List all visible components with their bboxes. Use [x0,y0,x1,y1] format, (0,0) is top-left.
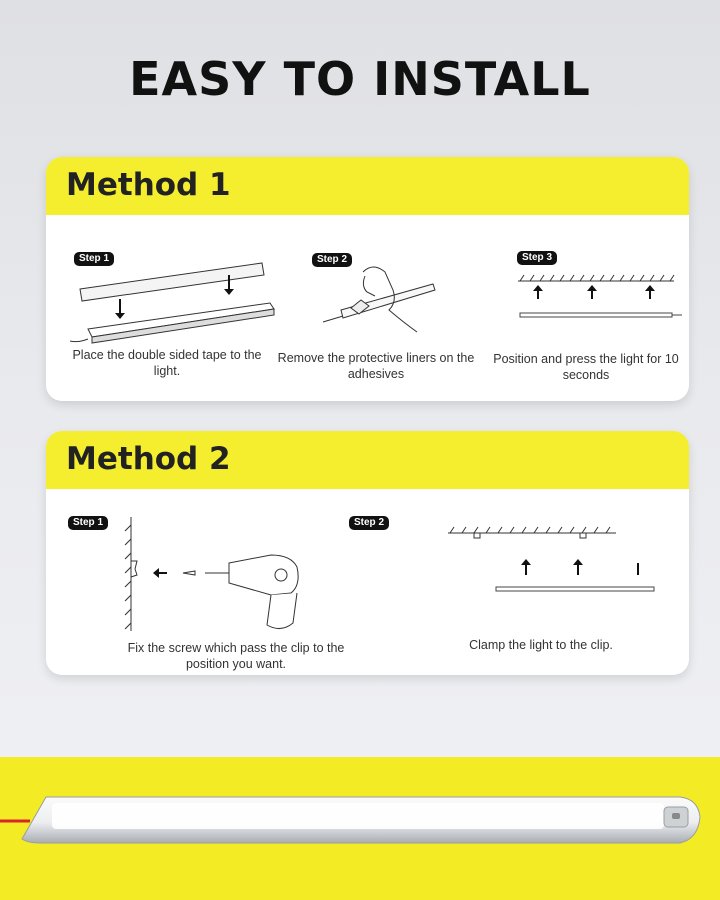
method-1-step-2-caption: Remove the protective liners on the adhesives [277,351,475,381]
method-2-step-1-caption: Fix the screw which pass the clip to the position you want. [127,641,345,671]
method-2-heading: Method 2 [66,441,231,477]
method-2-header [46,431,689,489]
method-2-card [46,431,689,675]
press-light-illustration [516,275,686,325]
method-1-step-1-badge: Step 1 [74,252,114,266]
clamp-light-illustration [446,527,626,597]
remove-liner-illustration [321,262,441,342]
method-1-heading: Method 1 [66,167,231,203]
drill-screw-illustration [121,515,321,635]
method-1-step-3-caption: Position and press the light for 10 seconds [493,352,679,382]
method-2-step-1-badge: Step 1 [68,516,108,530]
method-1-step-3-badge: Step 3 [517,251,557,265]
tape-light-illustration [74,257,284,347]
method-2-step-2-badge: Step 2 [349,516,389,530]
led-bar-image [0,757,720,900]
method-1-step-1-caption: Place the double sided tape to the light. [72,348,262,378]
method-1-header [46,157,689,215]
method-1-step-2-badge: Step 2 [312,253,352,267]
method-1-card [46,157,689,401]
product-photo-strip [0,757,720,900]
method-2-step-2-caption: Clamp the light to the clip. [469,638,613,652]
page-title: EASY TO INSTALL [129,52,591,106]
